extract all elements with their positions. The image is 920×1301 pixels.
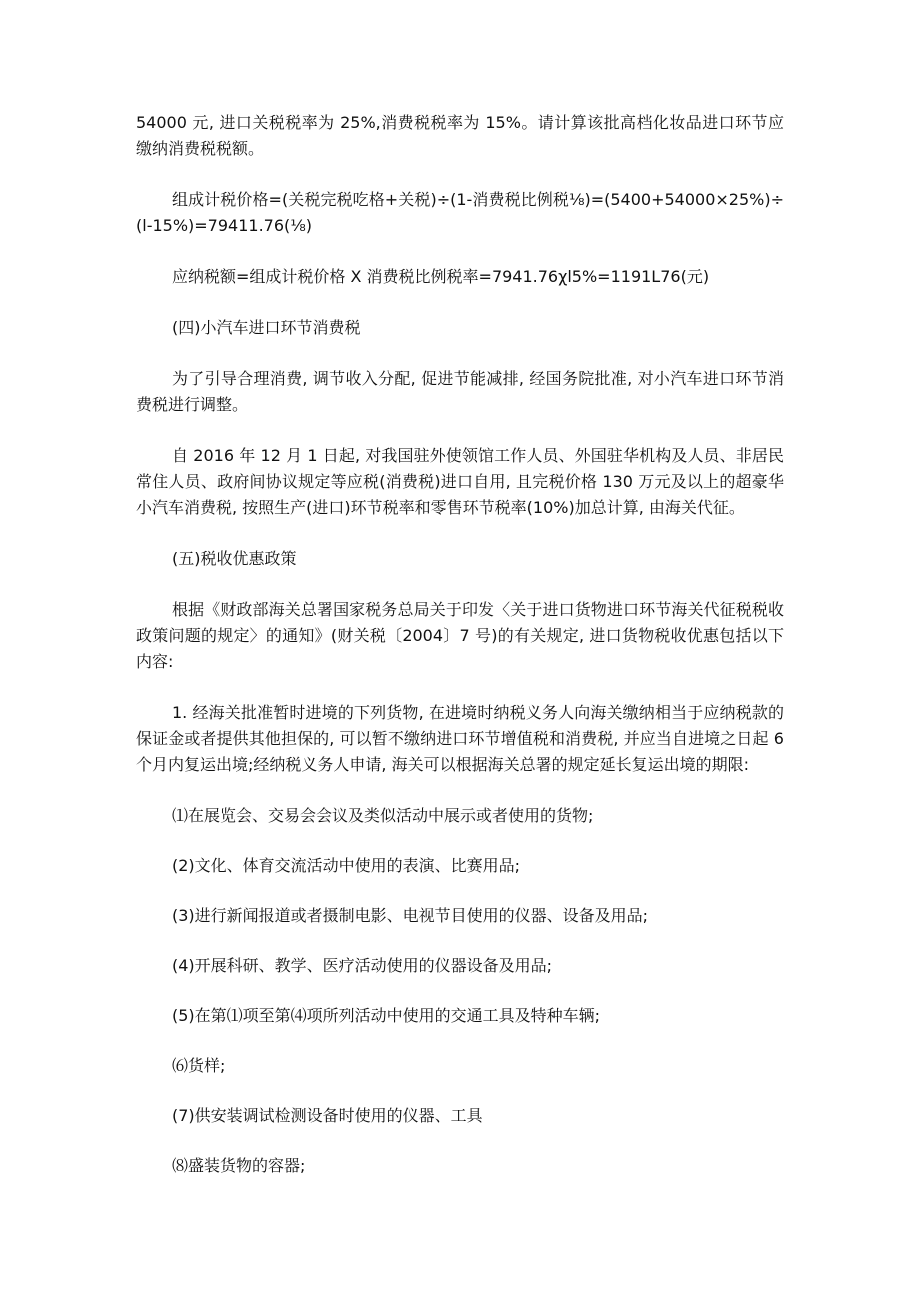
section-heading-4: (四)小汽车进口环节消费税 [172, 318, 361, 337]
list-item: ⑹货样; [172, 1056, 226, 1075]
list-item: (2)文化、体育交流活动中使用的表演、比赛用品; [172, 856, 521, 875]
list-item: (4)开展科研、教学、医疗活动使用的仪器设备及用品; [172, 956, 553, 975]
paragraph-car-luxury-tax: 自 2016 年 12 月 1 日起, 对我国驻外使领馆工作人员、外国驻华机构及人员、非居民常住人员、政府间协议规定等应税(消费税)进口自用, 且完税价格 130 万元及以上的超豪华小汽车消费税, 按照生产(进口)环节税率和零售环节税率(10%)加总计算, 由海关代征。 [136, 446, 784, 517]
paragraph-intro-continued: 54000 元, 进口关税税率为 25%,消费税税率为 15%。请计算该批高档化妆品进口环节应缴纳消费税税额。 [136, 113, 784, 158]
paragraph-car-adjustment: 为了引导合理消费, 调节收入分配, 促进节能减排, 经国务院批准, 对小汽车进口环节消费税进行调整。 [136, 369, 784, 414]
list-item: ⑴在展览会、交易会会议及类似活动中展示或者使用的货物; [172, 806, 594, 825]
formula-composite-price: 组成计税价格=(关税完税吃格+关税)÷(1-消费税比例税⅛)=(5400+54000×25%)÷(l-15%)=79411.76(⅛) [136, 190, 784, 235]
section-heading-5: (五)税收优惠政策 [172, 549, 297, 568]
paragraph-policy-item-1: 1. 经海关批准暂时进境的下列货物, 在进境时纳税义务人向海关缴纳相当于应纳税款的保证金或者提供其他担保的, 可以暂不缴纳进口环节增值税和消费税, 并应当自进境之日起 6 个月内复运出境;经纳税义务人申请, 海关可以根据海关总署的规定延长复运出境的期限: [136, 703, 784, 774]
list-item: ⑻盛装货物的容器; [172, 1156, 306, 1175]
paragraph-policy-intro: 根据《财政部海关总署国家税务总局关于印发〈关于进口货物进口环节海关代征税税收政策问题的规定〉的通知》(财关税〔2004〕7 号)的有关规定, 进口货物税收优惠包括以下内容: [136, 600, 784, 671]
list-item: (3)进行新闻报道或者摄制电影、电视节目使用的仪器、设备及用品; [172, 906, 649, 925]
formula-tax-payable: 应纳税额=组成计税价格 X 消费税比例税率=7941.76χl5%=1191L76(元) [172, 267, 710, 286]
list-item: (5)在第⑴项至第⑷项所列活动中使用的交通工具及特种车辆; [172, 1006, 601, 1025]
list-item: (7)供安装调试检测设备时使用的仪器、工具 [172, 1106, 483, 1125]
